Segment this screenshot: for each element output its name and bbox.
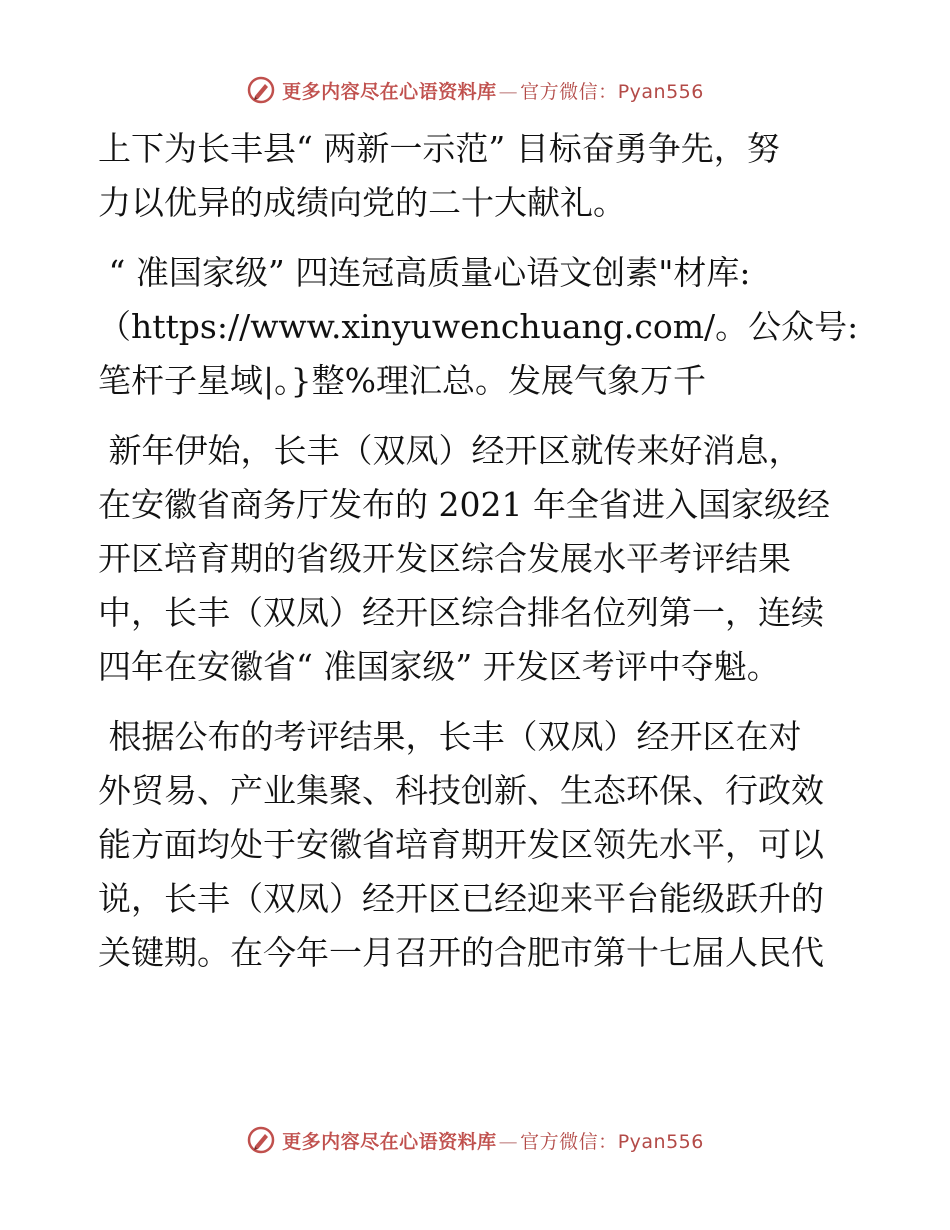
text-line: 能方面均处于安徽省培育期开发区领先水平，可以	[98, 825, 824, 864]
paragraph-3	[98, 424, 858, 694]
text-line: 外贸易、产业集聚、科技创新、生态环保、行政效	[98, 771, 824, 810]
footer-banner	[0, 1120, 950, 1160]
banner-wechat-id: Pyan556	[617, 80, 704, 103]
header-banner	[0, 70, 950, 110]
banner-wechat-label: 官方微信：	[520, 1130, 618, 1153]
text-line: 上下为长丰县“ 两新一示范” 目标奋勇争先，努	[98, 129, 780, 168]
text-line: 关键期。在今年一月召开的合肥市第十七届人民代	[98, 933, 824, 972]
text-line: （https://www.xinyuwenchuang.com/。公众号:	[98, 307, 859, 346]
banner-text	[282, 77, 704, 104]
paragraph-1	[98, 122, 858, 230]
banner-dash: —	[498, 80, 519, 103]
banner-dash: —	[498, 1130, 519, 1153]
document-body	[98, 122, 858, 988]
paragraph-4	[98, 710, 858, 980]
text-line: “ 准国家级” 四连冠高质量心语文创素"材库:	[98, 253, 751, 292]
pen-logo-icon	[246, 75, 276, 105]
banner-brand: 更多内容尽在心语资料库	[282, 80, 497, 103]
text-line: 说，长丰（双凤）经开区已经迎来平台能级跃升的	[98, 879, 824, 918]
text-line: 力以优异的成绩向党的二十大献礼。	[98, 183, 626, 222]
text-line: 四年在安徽省“ 准国家级” 开发区考评中夺魁。	[98, 647, 780, 686]
banner-wechat-id: Pyan556	[617, 1130, 704, 1153]
banner-text	[282, 1127, 704, 1154]
text-line: 在安徽省商务厅发布的 2021 年全省进入国家级经	[98, 485, 830, 524]
text-line: 笔杆子星域|。}整%理汇总。发展气象万千	[98, 361, 706, 400]
text-line: 开区培育期的省级开发区综合发展水平考评结果	[98, 539, 791, 578]
banner-wechat-label: 官方微信：	[520, 80, 618, 103]
paragraph-2	[98, 246, 858, 408]
text-line: 根据公布的考评结果，长丰（双凤）经开区在对	[98, 717, 802, 756]
text-line: 新年伊始，长丰（双凤）经开区就传来好消息，	[98, 431, 802, 470]
banner-brand: 更多内容尽在心语资料库	[282, 1130, 497, 1153]
text-line: 中，长丰（双凤）经开区综合排名位列第一，连续	[98, 593, 824, 632]
pen-logo-icon	[246, 1125, 276, 1155]
